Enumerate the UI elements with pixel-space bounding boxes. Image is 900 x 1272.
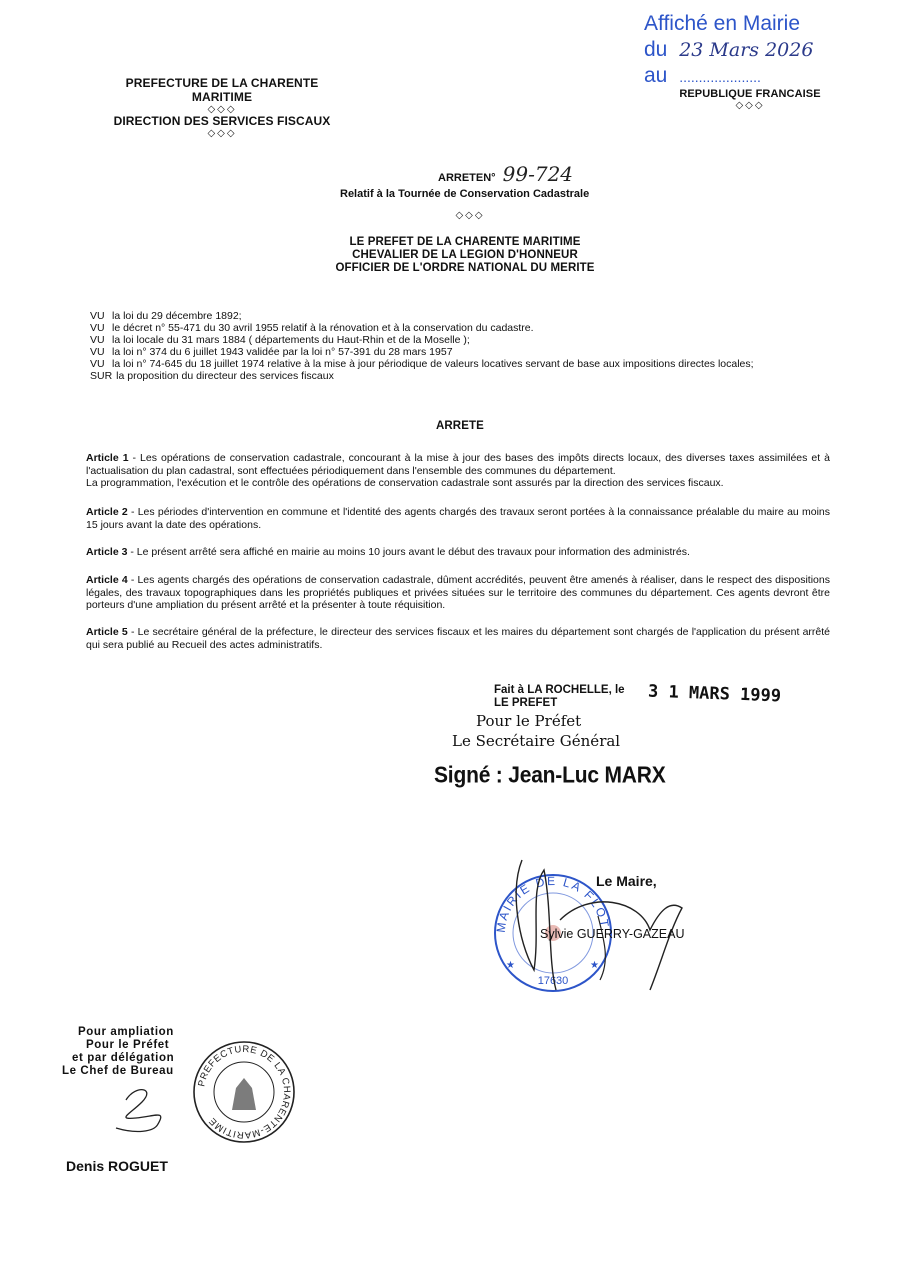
header-left bbox=[96, 76, 348, 139]
mairie-stamp-code: 17630 bbox=[537, 975, 569, 987]
affichage-date: 23 Mars 2026 bbox=[679, 39, 814, 61]
article-text: - Le secrétaire général de la préfecture, le directeur des services fiscaux et les maires du département sont chargés de l'application du présent arrêté qui sera publié au Recueil des actes administratifs. bbox=[86, 626, 831, 651]
affichage-du: du bbox=[644, 38, 668, 61]
visa-item bbox=[90, 334, 830, 346]
pour-le-prefet: Pour le Préfet bbox=[476, 712, 582, 730]
prefet-titles bbox=[300, 236, 630, 275]
visa-key: VU bbox=[90, 334, 105, 346]
article-extra: La programmation, l'exécution et le contrôle des opérations de conservation cadastrale sont assurés par la direction des services fiscaux. bbox=[86, 477, 724, 489]
ampliation-line4: Le Chef de Bureau bbox=[62, 1065, 174, 1077]
prefet-line2: CHEVALIER DE LA LEGION D'HONNEUR bbox=[352, 249, 578, 261]
visa-key: SUR bbox=[90, 370, 113, 382]
affichage-line2 bbox=[644, 38, 813, 62]
visa-item bbox=[90, 322, 830, 334]
stamp-star-icon: ★ bbox=[506, 960, 515, 971]
header-republique: REPUBLIQUE FRANCAISE bbox=[679, 88, 821, 100]
arrete-number: 99-724 bbox=[502, 162, 574, 186]
arrete-label: ARRETEN° bbox=[438, 172, 496, 184]
secretaire-general: Le Secrétaire Général bbox=[452, 732, 621, 750]
maire-title: Le Maire, bbox=[596, 873, 657, 889]
visa-item bbox=[90, 346, 830, 358]
article-1 bbox=[86, 452, 830, 490]
visa-text: la loi n° 74-645 du 18 juillet 1974 relative à la mise à jour périodique de valeurs locatives servant de base aux impositions directes locales; bbox=[112, 358, 754, 370]
visa-key: VU bbox=[90, 346, 105, 358]
affichage-au: au bbox=[644, 64, 668, 87]
ampliation-name: Denis ROGUET bbox=[66, 1158, 168, 1174]
article-label: Article 4 bbox=[86, 574, 128, 586]
maire-name: Sylvie GUERRY-GAZEAU bbox=[540, 927, 685, 941]
date-stamp: 3 1 MARS 1999 bbox=[647, 681, 782, 707]
article-label: Article 3 bbox=[86, 546, 128, 558]
article-text: - Le présent arrêté sera affiché en mairie au moins 10 jours avant le début des travaux pour information des administrés. bbox=[127, 546, 690, 558]
marianne-icon bbox=[232, 1078, 256, 1110]
fait-a: Fait à LA ROCHELLE, le bbox=[494, 684, 625, 696]
prefecture-stamp-graphic bbox=[192, 1040, 296, 1144]
arrete-number-line bbox=[438, 162, 573, 186]
ampliation-signature-icon bbox=[96, 1080, 196, 1140]
article-label: Article 2 bbox=[86, 506, 128, 518]
header-prefecture: PREFECTURE DE LA CHARENTE MARITIME bbox=[125, 76, 319, 104]
article-label: Article 5 bbox=[86, 626, 128, 638]
prefet-line3: OFFICIER DE L'ORDRE NATIONAL DU MERITE bbox=[335, 262, 595, 274]
ampliation-line3: et par délégation bbox=[72, 1052, 175, 1064]
article-3 bbox=[86, 546, 830, 559]
article-text: - Les périodes d'intervention en commune et l'identité des agents chargés des travaux seront portées à la connaissance préalable du maire au moins 15 jours avant la date des opérations. bbox=[86, 506, 830, 531]
visa-text: la loi n° 374 du 6 juillet 1943 validée par la loi n° 57-391 du 28 mars 1957 bbox=[112, 346, 453, 358]
visa-key: VU bbox=[90, 358, 105, 370]
prefecture-stamp bbox=[192, 1040, 296, 1144]
visa-text: le décret n° 55-471 du 30 avril 1955 relatif à la rénovation et à la conservation du cadastre. bbox=[112, 322, 534, 334]
arrete-subject: Relatif à la Tournée de Conservation Cadastrale bbox=[340, 188, 590, 200]
ampliation-line1: Pour ampliation bbox=[78, 1026, 174, 1038]
visa-item bbox=[90, 310, 830, 322]
header-ornament-1: ◇◇◇ bbox=[207, 104, 237, 115]
le-prefet: LE PREFET bbox=[494, 697, 558, 709]
article-text: - Les opérations de conservation cadastrale, concourant à la mise à jour des bases des impôts directs locaux, des diverses taxes assimilées et à l'actualisation du plan cadastral, sont effectuées périodiquement dans l'ensemble des communes du département. bbox=[86, 452, 830, 477]
visa-key: VU bbox=[90, 310, 105, 322]
visa-text: la loi du 29 décembre 1892; bbox=[112, 310, 242, 322]
affichage-line1: Affiché en Mairie bbox=[644, 12, 801, 35]
article-text: - Les agents chargés des opérations de conservation cadastrale, dûment accrédités, peuvent être amenés à réaliser, dans le respect des dispositions légales, des travaux topographiques dans les propriétés publiques et privées situées sur le territoire des communes du département. Ces agents devront être porteurs d'une ampliation du présent arrêté et la présenter à toute réquisition. bbox=[86, 574, 830, 611]
affichage-line3 bbox=[644, 64, 761, 88]
stamp-star-icon: ★ bbox=[590, 960, 599, 971]
visa-item bbox=[90, 358, 830, 370]
visa-text: la proposition du directeur des services fiscaux bbox=[116, 370, 334, 382]
header-right bbox=[670, 88, 830, 111]
prefecture-stamp-text: PREFECTURE DE LA CHARENTE-MARITIME bbox=[196, 1043, 293, 1141]
article-4 bbox=[86, 574, 830, 612]
ampliation-line2: Pour le Préfet bbox=[86, 1039, 170, 1051]
visa-key: VU bbox=[90, 322, 105, 334]
header-right-ornament: ◇◇◇ bbox=[735, 100, 765, 111]
arrete-heading: ARRETE bbox=[436, 420, 484, 432]
prefet-line1: LE PREFET DE LA CHARENTE MARITIME bbox=[349, 236, 581, 248]
arrete-ornament: ◇◇◇ bbox=[455, 210, 485, 221]
visa-item bbox=[90, 370, 830, 382]
visa-text: la loi locale du 31 mars 1884 ( départements du Haut-Rhin et de la Moselle ); bbox=[112, 334, 470, 346]
signe-marx: Signé : Jean-Luc MARX bbox=[434, 762, 666, 789]
header-direction: DIRECTION DES SERVICES FISCAUX bbox=[113, 114, 331, 128]
article-label: Article 1 bbox=[86, 452, 129, 464]
mairie-stamp-text: MAIRIE DE LA FLOT bbox=[493, 873, 612, 934]
visas-list bbox=[90, 310, 830, 382]
article-2 bbox=[86, 506, 830, 531]
article-5 bbox=[86, 626, 830, 651]
header-ornament-2: ◇◇◇ bbox=[207, 128, 237, 139]
affichage-dots: ..................... bbox=[679, 69, 761, 85]
